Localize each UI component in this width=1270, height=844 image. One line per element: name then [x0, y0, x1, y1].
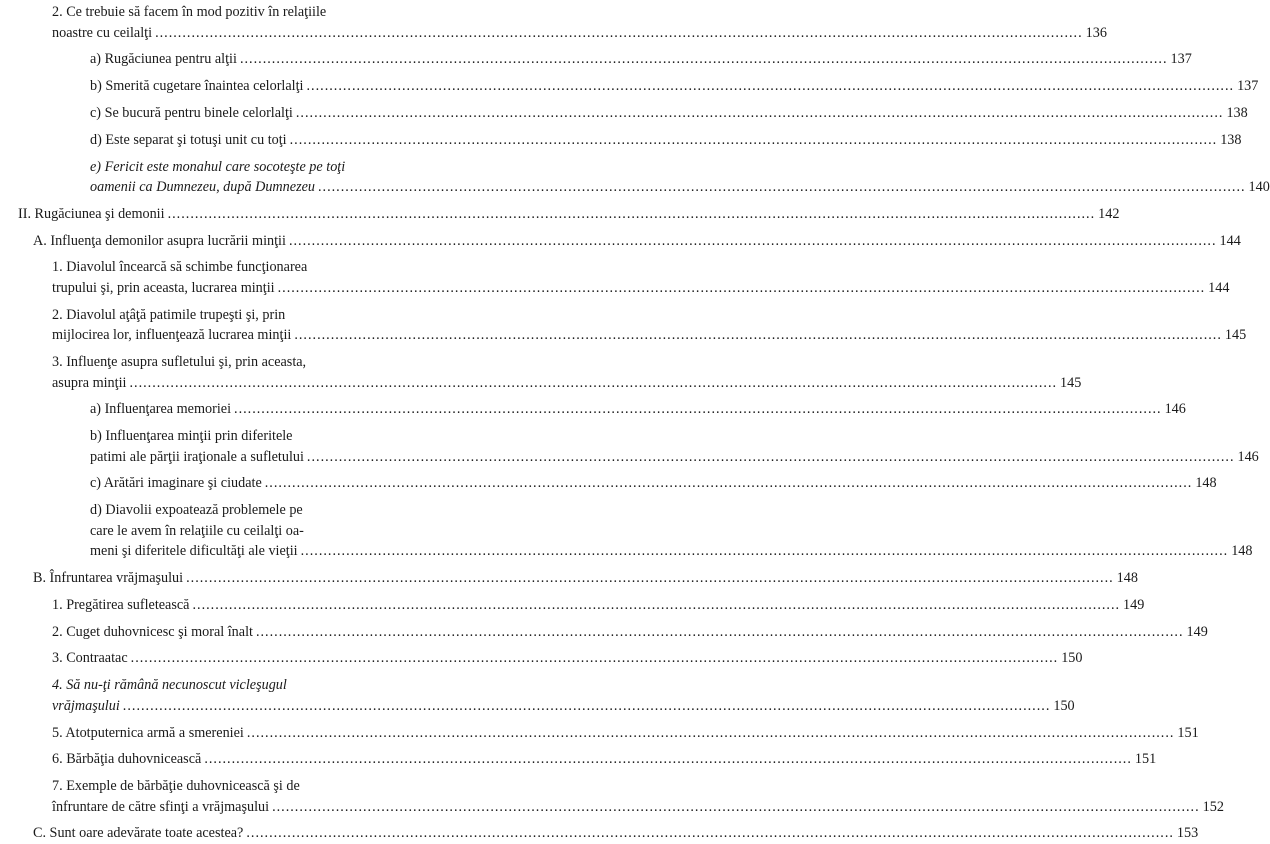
toc-entry[interactable] — [90, 157, 1270, 198]
toc-entry[interactable] — [90, 103, 1248, 124]
page-number: 153 — [1176, 825, 1199, 842]
dot-leader — [240, 49, 1168, 70]
toc-entry[interactable] — [90, 130, 1242, 151]
toc-entry-line — [52, 595, 1145, 616]
page-number: 146 — [1164, 401, 1186, 418]
toc-entry-title: a) Rugăciunea pentru alţii — [90, 51, 237, 68]
dot-leader — [234, 399, 1162, 420]
toc-entry[interactable] — [90, 399, 1186, 420]
toc-entry-line — [90, 157, 399, 178]
toc-entry-line — [52, 776, 399, 797]
page-number: 145 — [1224, 327, 1247, 344]
page-number: 152 — [1202, 798, 1224, 815]
toc-entry[interactable] — [52, 257, 1230, 298]
toc-entry-line — [33, 823, 1199, 844]
dot-leader — [186, 568, 1114, 589]
toc-entry-line — [52, 696, 1075, 717]
toc-entry-title: II. Rugăciunea şi demonii — [18, 205, 165, 222]
page-number: 137 — [1170, 51, 1192, 68]
page-number: 138 — [1220, 131, 1242, 148]
toc-entry-title: e) Fericit este monahul care socoteşte pe toţi — [90, 158, 346, 175]
toc-entry-line — [90, 541, 1253, 562]
toc-entry-title: 1. Pregătirea sufletească — [52, 596, 190, 613]
dot-leader — [247, 723, 1175, 744]
toc-entry-line — [90, 500, 399, 521]
toc-entry-title: a) Influenţarea memoriei — [90, 401, 232, 418]
toc-entry-title: A. Influenţa demonilor asupra lucrării minţii — [33, 232, 286, 249]
page-number: 137 — [1237, 78, 1259, 95]
page-number: 144 — [1208, 279, 1230, 296]
toc-entry-line — [90, 130, 1242, 151]
toc-entry-title: 3. Influenţe asupra sufletului şi, prin aceasta, — [52, 354, 307, 370]
toc-entry-title: 3. Contraatac — [52, 650, 128, 667]
toc-entry-title: trupului şi, prin aceasta, lucrarea minţii — [52, 279, 275, 296]
toc-entry-line — [90, 473, 1217, 494]
toc-entry-title: d) Diavolii expoatează problemele pe — [90, 502, 303, 519]
toc-entry-line — [52, 622, 1208, 643]
toc-entry-line — [33, 568, 1138, 589]
toc-entry[interactable] — [52, 749, 1157, 770]
toc-entry[interactable] — [52, 2, 1107, 43]
toc-entry-title: 2. Ce trebuie să facem în mod pozitiv în relaţiile — [52, 4, 327, 20]
dot-leader — [192, 595, 1120, 616]
toc-entry[interactable] — [52, 622, 1208, 643]
toc-entry-line — [33, 231, 1241, 252]
toc-entry-line — [52, 352, 399, 373]
dot-leader — [204, 749, 1132, 770]
toc-entry-line — [52, 723, 1199, 744]
toc-entry-title: b) Influenţarea minţii prin diferitele — [90, 428, 293, 445]
page-number: 148 — [1116, 570, 1138, 586]
toc-entry-line — [52, 23, 1107, 44]
dot-leader — [296, 103, 1224, 124]
dot-leader — [129, 373, 1057, 394]
toc-entry-line — [90, 447, 1259, 468]
page-number: 142 — [1098, 205, 1120, 222]
page-number: 150 — [1061, 650, 1083, 667]
page-number: 144 — [1219, 232, 1241, 249]
toc-entry-line — [52, 648, 1083, 669]
toc-entry-line — [52, 675, 399, 696]
dot-leader — [256, 622, 1184, 643]
toc-entry[interactable] — [52, 675, 1075, 716]
dot-leader — [168, 204, 1096, 225]
page-number: 145 — [1060, 374, 1082, 391]
toc-entry[interactable] — [90, 49, 1192, 70]
toc-entry[interactable] — [52, 723, 1199, 744]
toc-entry-title: c) Arătări imaginare şi ciudate — [90, 475, 262, 492]
toc-entry[interactable] — [33, 231, 1241, 252]
toc-entry-line — [52, 749, 1157, 770]
toc-entry-title: înfruntare de către sfinţi a vrăjmaşului — [52, 798, 270, 815]
dot-leader — [294, 325, 1222, 346]
page-number: 146 — [1237, 448, 1259, 465]
toc-entry-line — [52, 373, 1082, 394]
toc-entry-title: patimi ale părţii iraţionale a sufletului — [90, 448, 304, 465]
dot-leader — [131, 648, 1059, 669]
toc-entry-title: 5. Atotputernica armă a smereniei — [52, 724, 244, 741]
toc-entry-title: b) Smerită cugetare înaintea celorlalţi — [90, 78, 304, 95]
toc-entry-title: care le avem în relaţiile cu ceilalţi oa- — [90, 522, 304, 539]
dot-leader — [155, 23, 1083, 44]
page-number: 151 — [1134, 751, 1157, 768]
dot-leader — [272, 797, 1200, 818]
dot-leader — [290, 130, 1218, 151]
toc-entry[interactable] — [90, 500, 1253, 562]
toc-entry-title: 4. Să nu-ţi rămână necunoscut vicleşugul — [52, 677, 287, 694]
toc-entry[interactable] — [52, 595, 1145, 616]
toc-entry-title: B. Înfruntarea vrăjmaşului — [33, 570, 184, 586]
dot-leader — [318, 177, 1246, 198]
page-number: 151 — [1177, 724, 1199, 741]
toc-entry-title: noastre cu ceilalţi — [52, 24, 153, 41]
toc-entry-title: 2. Cuget duhovnicesc şi moral înalt — [52, 623, 253, 640]
toc-entry-line — [90, 177, 1270, 198]
page-number: 150 — [1053, 697, 1075, 714]
toc-entry-title: 7. Exemple de bărbăţie duhovnicească şi de — [52, 778, 300, 795]
toc-entry-title: 2. Diavolul aţâţă patimile trupeşti şi, prin — [52, 306, 286, 323]
toc-entry-line — [90, 399, 1186, 420]
toc-entry[interactable] — [18, 204, 1120, 225]
toc-entry[interactable] — [52, 648, 1083, 669]
toc-entry-title: C. Sunt oare adevărate toate acestea? — [33, 825, 244, 842]
dot-leader — [278, 278, 1206, 299]
toc-entry-title: asupra minţii — [52, 374, 127, 391]
toc-entry-title: 1. Diavolul încearcă să schimbe funcţionarea — [52, 259, 308, 276]
dot-leader — [265, 473, 1193, 494]
toc-entry-line — [52, 2, 399, 23]
dot-leader — [307, 447, 1235, 468]
toc-entry-title: meni şi diferitele dificultăţi ale vieţii — [90, 543, 298, 560]
dot-leader — [246, 823, 1174, 844]
toc-entry[interactable] — [52, 776, 1224, 817]
page-number: 138 — [1226, 104, 1248, 121]
dot-leader — [123, 696, 1051, 717]
toc-entry-line — [52, 257, 399, 278]
page-number: 148 — [1231, 543, 1253, 560]
page-number: 149 — [1186, 623, 1208, 640]
toc-entry-title: vrăjmaşului — [52, 697, 120, 714]
toc-entry-line — [52, 305, 399, 326]
toc-entry[interactable] — [90, 426, 1259, 467]
page-number: 148 — [1195, 475, 1217, 492]
toc-entry-line — [90, 76, 1259, 97]
page-number: 140 — [1248, 179, 1270, 195]
toc-entry-title: c) Se bucură pentru binele celorlalţi — [90, 104, 293, 121]
toc-entry[interactable] — [33, 823, 1199, 844]
toc-entry-line — [90, 49, 1192, 70]
toc-entry-title: 6. Bărbăţia duhovnicească — [52, 751, 202, 768]
toc-entry[interactable] — [90, 473, 1217, 494]
toc-entry[interactable] — [90, 76, 1259, 97]
toc-entry[interactable] — [33, 568, 1138, 589]
dot-leader — [307, 76, 1235, 97]
page-number: 136 — [1085, 24, 1107, 41]
toc-entry-title: mijlocirea lor, influenţează lucrarea minţii — [52, 327, 292, 344]
toc-entry-line — [52, 325, 1247, 346]
toc-entry[interactable] — [52, 352, 1082, 393]
dot-leader — [289, 231, 1217, 252]
toc-entry-line — [52, 278, 1230, 299]
toc-entry-line — [90, 521, 399, 542]
toc-entry-line — [90, 426, 399, 447]
page-number: 149 — [1123, 596, 1145, 613]
toc-entry-line — [18, 204, 1120, 225]
dot-leader — [301, 541, 1229, 562]
toc-entry[interactable] — [52, 305, 1247, 346]
toc-entry-title: oamenii ca Dumnezeu, după Dumnezeu — [90, 179, 315, 195]
toc-entry-line — [90, 103, 1248, 124]
toc-entry-line — [52, 797, 1224, 818]
toc-entry-title: d) Este separat şi totuşi unit cu toţi — [90, 131, 287, 148]
